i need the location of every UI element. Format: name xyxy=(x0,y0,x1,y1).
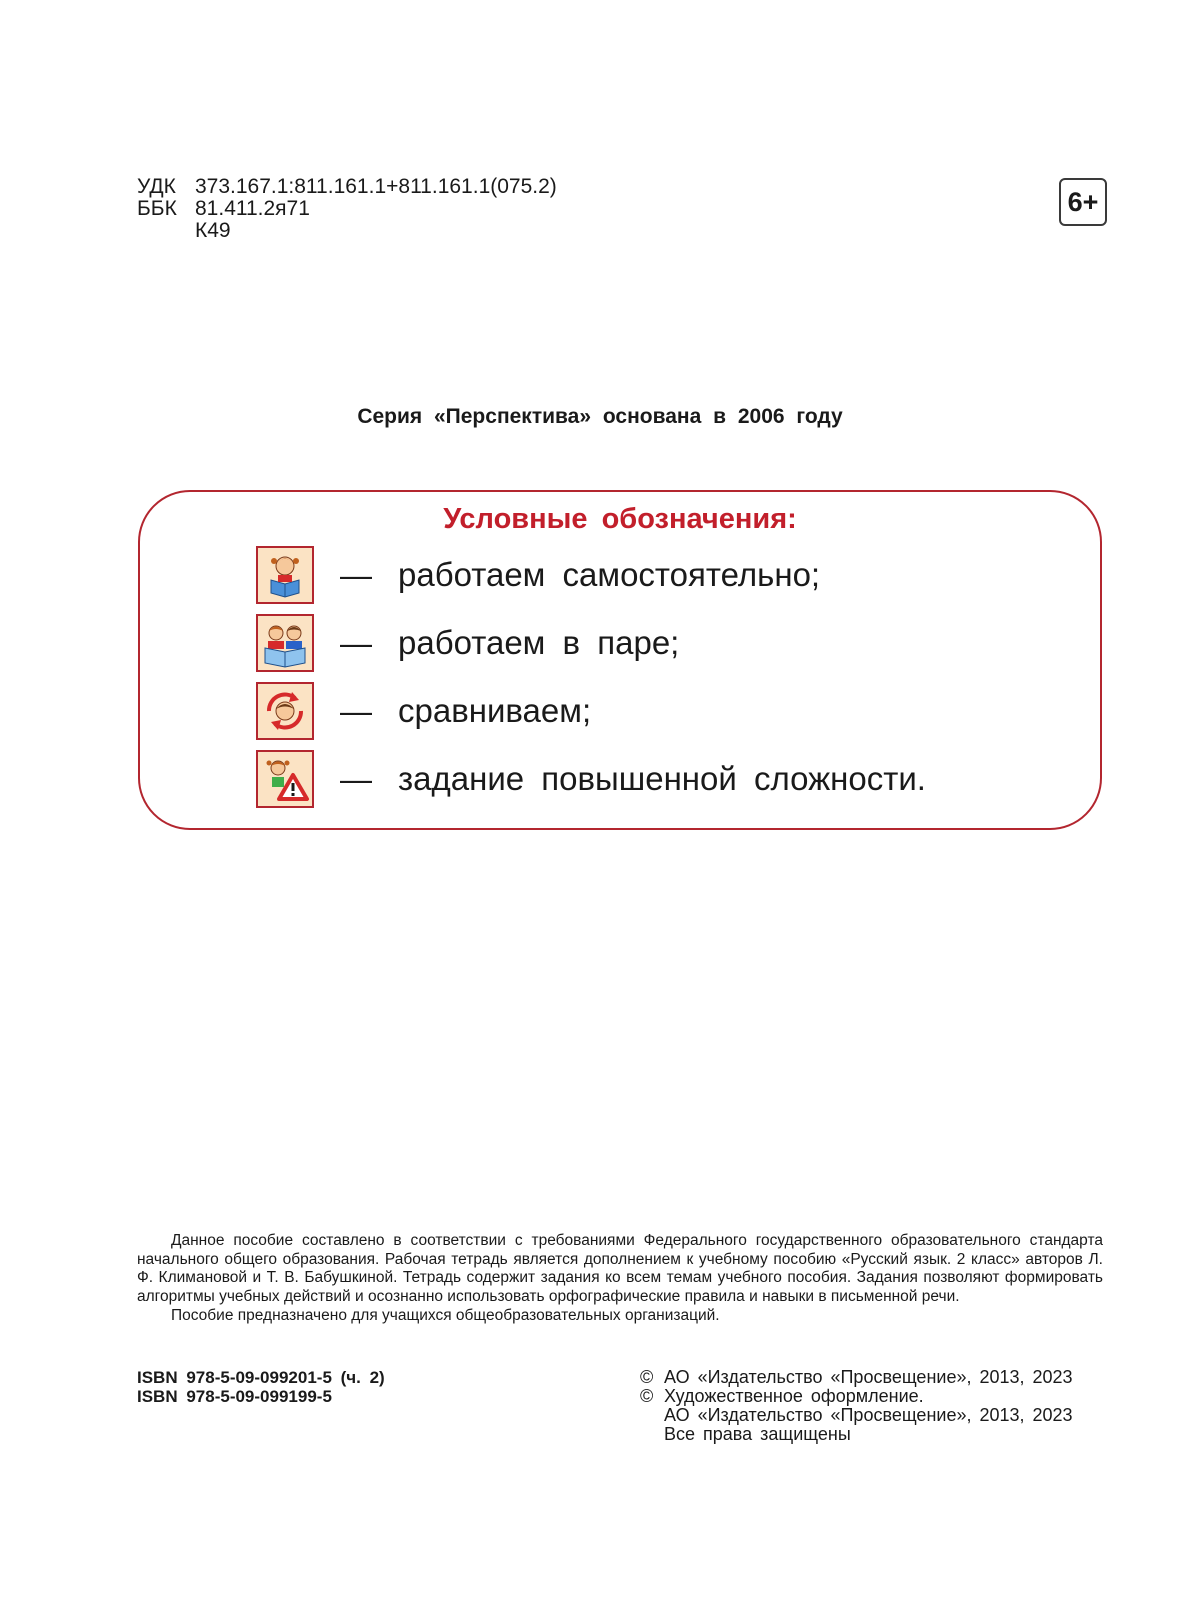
legend-text: работаем самостоятельно; xyxy=(398,556,821,593)
copyright-symbol: © xyxy=(640,1386,654,1406)
copyright-line: © Художественное оформление. xyxy=(640,1386,924,1406)
annotation-paragraph: Данное пособие составлено в соответствии с требованиями Федерального государственного образовательного стандарта начального общего образования. Рабочая тетрадь является дополнением к учебному пособию «Русский язык. 2 класс» авторов Л. Ф. Климановой и Т. В. Бабушкиной. Тетрадь содержит задания ко всем темам учебного пособия. Задания позволяют формировать алгоритмы учебных действий и осознанно использовать орфографические правила и навыки в письменной речи. xyxy=(137,1232,1103,1306)
legend-dash: — xyxy=(340,624,372,661)
udk-row xyxy=(137,176,557,198)
bbk-value: 81.411.2я71 xyxy=(195,197,310,220)
copyright-line: © АО «Издательство «Просвещение», 2013, 2023 xyxy=(640,1367,1073,1387)
legend-dash: — xyxy=(340,692,372,729)
legend-item-advanced xyxy=(256,748,926,810)
child-warning-icon xyxy=(256,750,314,808)
bbk-label: ББК xyxy=(137,197,177,220)
author-mark: К49 xyxy=(195,219,231,242)
legend-text: сравниваем; xyxy=(398,692,592,729)
udk-value: 373.167.1:811.161.1+811.161.1(075.2) xyxy=(195,175,557,198)
legend-dash: — xyxy=(340,556,372,593)
pair-reading-icon xyxy=(256,614,314,672)
isbn-line: ISBN 978-5-09-099199-5 xyxy=(137,1387,332,1406)
legend-text: задание повышенной сложности. xyxy=(398,760,926,797)
legend-item-pair xyxy=(256,612,679,674)
series-note: Серия «Перспектива» основана в 2006 году xyxy=(357,405,843,428)
legend-item-self xyxy=(256,544,820,606)
classification-block xyxy=(137,176,557,242)
isbn-block xyxy=(137,1368,385,1406)
age-rating-badge: 6+ xyxy=(1059,178,1107,226)
legend-text: работаем в паре; xyxy=(398,624,680,661)
legend-item-compare xyxy=(256,680,591,742)
copyright-symbol: © xyxy=(640,1367,654,1387)
bbk-row xyxy=(137,198,557,220)
child-reading-icon xyxy=(256,546,314,604)
copyright-block xyxy=(640,1368,1103,1444)
legend-dash: — xyxy=(340,760,372,797)
udk-label: УДК xyxy=(137,175,176,198)
copyright-line: АО «Издательство «Просвещение», 2013, 2023 xyxy=(664,1405,1073,1425)
compare-arrows-icon xyxy=(256,682,314,740)
copyright-line: Все права защищены xyxy=(664,1424,851,1444)
isbn-line: ISBN 978-5-09-099201-5 (ч. 2) xyxy=(137,1368,385,1387)
annotation-paragraph: Пособие предназначено для учащихся общеобразовательных организаций. xyxy=(171,1306,720,1324)
legend-title: Условные обозначения: xyxy=(443,503,797,535)
author-mark-row xyxy=(137,220,557,242)
annotation-block xyxy=(137,1232,1103,1326)
